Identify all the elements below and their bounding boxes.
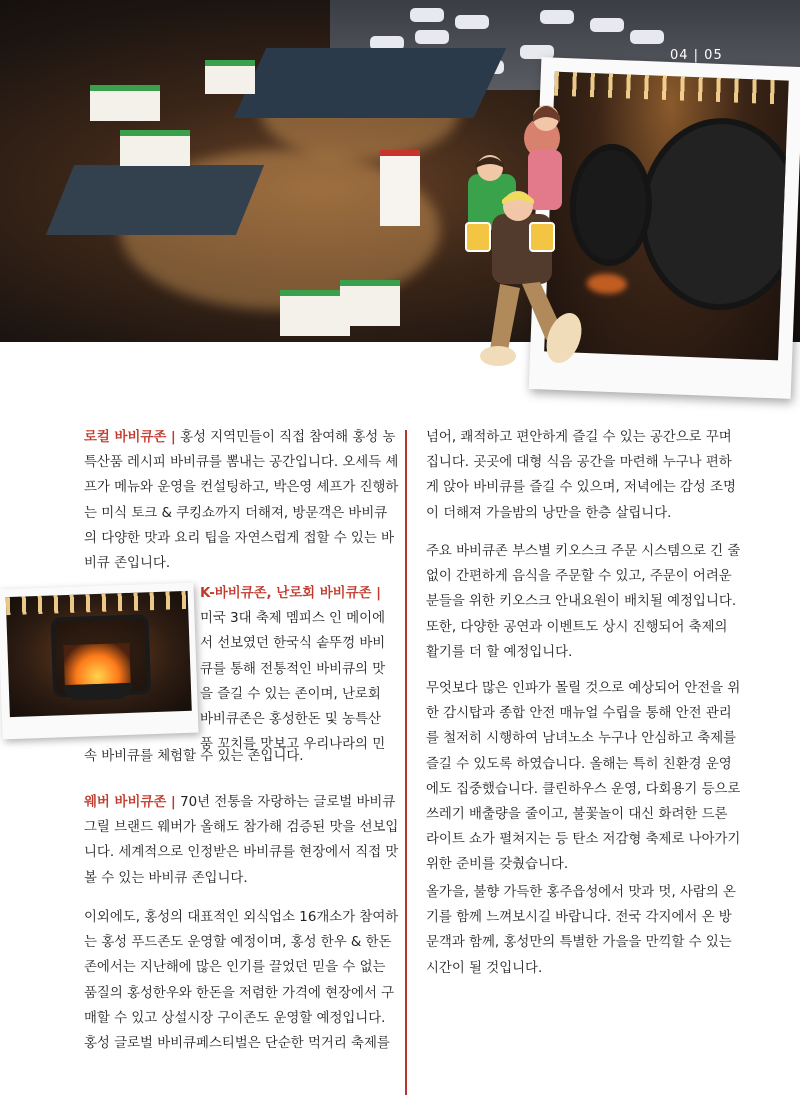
booth-tent bbox=[120, 130, 190, 166]
text-line: 는 미식 토크 & 쿠킹쇼까지 더해져, 방문객은 바비큐 bbox=[84, 505, 388, 521]
text-line: 무엇보다 많은 인파가 몰릴 것으로 예상되어 안전을 위 bbox=[426, 681, 741, 696]
right-paragraph-1 bbox=[426, 425, 736, 526]
other-zones-paragraph bbox=[84, 905, 399, 1056]
k-bbq-paragraph bbox=[200, 581, 400, 757]
tower-booth bbox=[380, 150, 420, 226]
text-line: 없이 간편하게 음식을 주문할 수 있고, 주문이 어려운 bbox=[426, 569, 732, 585]
text-line: 볼 수 있는 바비큐 존입니다. bbox=[84, 870, 248, 886]
booth-tent bbox=[340, 280, 400, 326]
text-line: 그릴 브랜드 웨버가 올해도 참가해 검증된 맛을 선보입 bbox=[84, 820, 399, 836]
right-paragraph-2 bbox=[426, 539, 741, 665]
page-number: 04 | 05 bbox=[670, 48, 723, 63]
grill-bowl bbox=[63, 683, 134, 701]
text-line: 에도 집중했습니다. 클린하우스 운영, 다회용기 등으로 bbox=[426, 781, 741, 797]
text-line: 올가을, 불향 가득한 홍주읍성에서 맛과 멋, 사람의 온 bbox=[426, 885, 736, 900]
fire-glow bbox=[586, 273, 627, 295]
text-line: 존에서는 지난해에 많은 인기를 끌었던 믿을 수 없는 bbox=[84, 960, 386, 976]
booth-tent bbox=[90, 85, 160, 121]
text-line: 니다. 세계적으로 인정받은 바비큐를 현장에서 직접 맛 bbox=[84, 845, 399, 861]
text-line: 기를 함께 느껴보시길 바랍니다. 전국 각지에서 온 방 bbox=[426, 910, 732, 926]
text-line: 특산품 레시피 바비큐를 뽐내는 공간입니다. 오세득 셰 bbox=[84, 455, 399, 471]
skewer-fire-grill-photo bbox=[6, 591, 192, 717]
text-line: 품질의 홍성한우와 한돈을 저렴한 가격에 현장에서 구 bbox=[84, 985, 395, 1001]
weber-bbq-heading: 웨버 바비큐존 | bbox=[84, 795, 176, 810]
text-line: 홍성 글로벌 바비큐페스티벌은 단순한 먹거리 축제를 bbox=[84, 1036, 390, 1052]
grill-ring bbox=[636, 115, 789, 313]
text-line: 넘어, 쾌적하고 편안하게 즐길 수 있는 공간으로 꾸며 bbox=[426, 430, 732, 445]
text-line: 또한, 다양한 공연과 이벤트도 상시 진행되어 축제의 bbox=[426, 619, 728, 635]
car bbox=[415, 30, 449, 44]
text-line: 게 앉아 바비큐를 즐길 수 있으며, 저녁에는 감성 조명 bbox=[426, 480, 736, 496]
text-line: 라이트 쇼가 펼쳐지는 등 탄소 저감형 축제로 나아가기 bbox=[426, 832, 741, 848]
text-line: 를 철저히 시행하여 남녀노소 누구나 안심하고 축제를 bbox=[426, 731, 737, 747]
text-line: 큐를 통해 전통적인 바비큐의 맛 bbox=[200, 661, 386, 677]
booth-tent bbox=[205, 60, 255, 94]
text-line: 주요 바비큐존 부스별 키오스크 주문 시스템으로 긴 줄 bbox=[426, 544, 741, 559]
car bbox=[455, 15, 489, 29]
text-line: 홍성 지역민들이 직접 참여해 홍성 농 bbox=[180, 430, 396, 445]
local-bbq-paragraph bbox=[84, 425, 399, 576]
column-divider bbox=[405, 430, 407, 1095]
text-line: 한 감시탑과 종합 안전 매뉴얼 수립을 통해 안전 관리 bbox=[426, 706, 732, 722]
k-bbq-last-line bbox=[84, 744, 394, 769]
text-line: 비큐 존입니다. bbox=[84, 556, 171, 572]
text-line: 70년 전통을 자랑하는 글로벌 바비큐 bbox=[180, 795, 396, 810]
text-line: 집니다. 곳곳에 대형 식음 공간을 마련해 누구나 편하 bbox=[426, 455, 732, 471]
text-line: 이외에도, 홍성의 대표적인 외식업소 16개소가 참여하 bbox=[84, 910, 399, 925]
cheering-people-illustration bbox=[460, 88, 590, 378]
local-bbq-heading: 로컬 바비큐존 | bbox=[84, 430, 176, 445]
text-line: 품 꼬치를 맛보고 우리나라의 민 bbox=[200, 737, 386, 753]
car bbox=[630, 30, 664, 44]
fire bbox=[63, 643, 130, 685]
text-line: 이 더해져 가을밤의 낭만을 한층 살립니다. bbox=[426, 505, 672, 521]
car bbox=[590, 18, 624, 32]
text-line: 즐길 수 있도록 하였습니다. 올해는 특히 친환경 운영 bbox=[426, 756, 732, 772]
tent-roof bbox=[46, 165, 264, 235]
text-line: 미국 3대 축제 멤피스 인 메이에 bbox=[200, 611, 386, 627]
text-line: 서 선보였던 한국식 솥뚜껑 바비 bbox=[200, 636, 386, 652]
k-bbq-heading: K-바비큐존, 난로회 바비큐존 | bbox=[200, 586, 382, 601]
text-line: 분들을 위한 키오스크 안내요원이 배치될 예정입니다. bbox=[426, 594, 737, 610]
polaroid-photo-left bbox=[0, 583, 199, 740]
text-line: 시간이 될 것입니다. bbox=[426, 960, 543, 976]
text-line: 쓰레기 배출량을 줄이고, 불꽃놀이 대신 화려한 드론 bbox=[426, 807, 728, 823]
text-line: 활기를 더 할 예정입니다. bbox=[426, 644, 573, 660]
text-line: 바비큐존은 홍성한돈 및 농특산 bbox=[200, 712, 381, 728]
text-line: 속 바비큐를 체험할 수 있는 존입니다. bbox=[84, 749, 304, 764]
weber-bbq-paragraph bbox=[84, 790, 399, 891]
string-lights bbox=[6, 591, 189, 615]
right-paragraph-3 bbox=[426, 676, 741, 878]
car bbox=[540, 10, 574, 24]
text-line: 위한 준비를 갖췄습니다. bbox=[426, 857, 569, 873]
right-paragraph-4 bbox=[426, 880, 736, 981]
text-line: 프가 메뉴와 운영을 컨설팅하고, 박은영 셰프가 진행하 bbox=[84, 480, 399, 496]
text-line: 는 홍성 푸드존도 운영할 예정이며, 홍성 한우 & 한돈 bbox=[84, 935, 392, 951]
text-line: 매할 수 있고 상설시장 구이존도 운영할 예정입니다. bbox=[84, 1010, 386, 1026]
text-line: 문객과 함께, 홍성만의 특별한 가을을 만끽할 수 있는 bbox=[426, 935, 732, 951]
text-line: 을 즐길 수 있는 존이며, 난로회 bbox=[200, 686, 381, 702]
car bbox=[410, 8, 444, 22]
text-line: 의 다양한 맛과 요리 팁을 자연스럽게 접할 수 있는 바 bbox=[84, 530, 394, 546]
